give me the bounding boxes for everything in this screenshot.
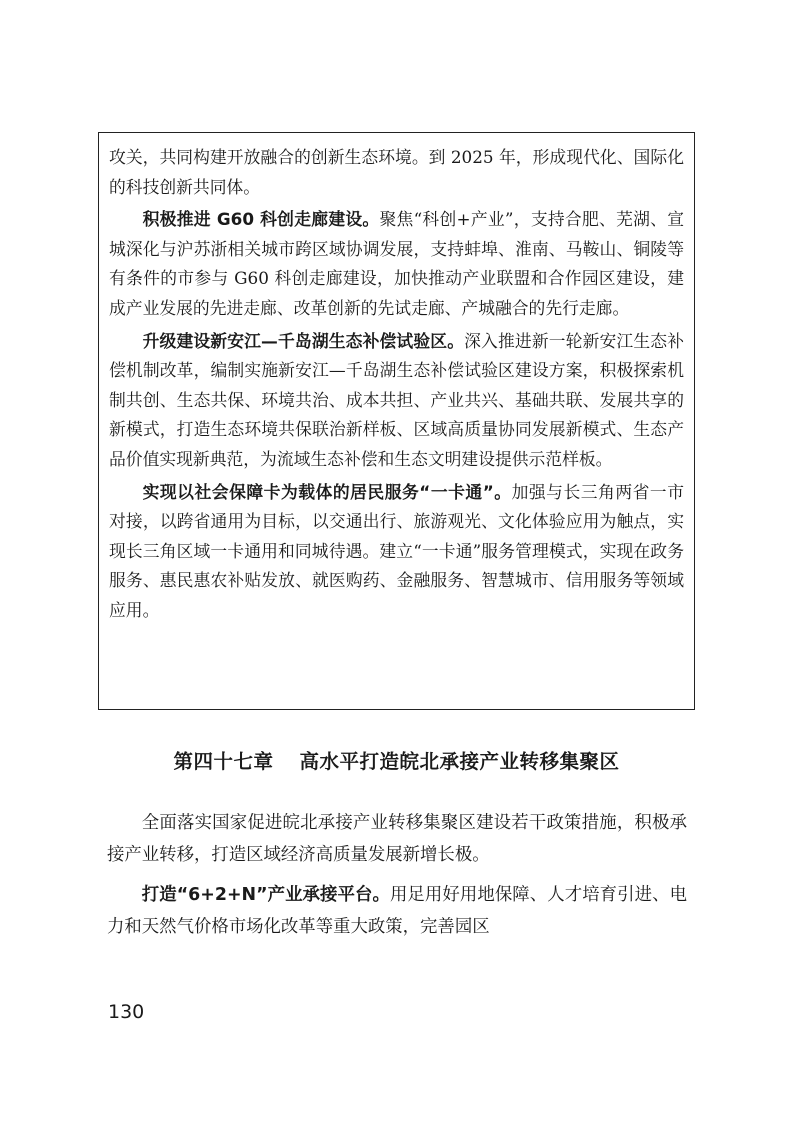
- box-paragraph-xinanjiang: [109, 327, 684, 475]
- body-paragraph-intro: [107, 808, 687, 871]
- paragraph-text: 全面落实国家促进皖北承接产业转移集聚区建设若干政策措施，积极承接产业转移，打造区域经济高质量发展新增长极。: [107, 813, 687, 865]
- paragraph-heading: 积极推进 G60 科创走廊建设。: [142, 209, 380, 230]
- page-number: 130: [108, 1001, 145, 1023]
- chapter-heading: [0, 748, 793, 776]
- paragraph-heading: 实现以社会保障卡为载体的居民服务“一卡通”。: [142, 481, 512, 502]
- box-paragraph-g60: [109, 205, 684, 323]
- paragraph-text: 用足用好用地保障、人才培育引进、电力和天然气价格市场化改革等重大政策，完善园区: [107, 885, 687, 937]
- body-paragraph-platform: [107, 880, 687, 943]
- box-paragraph-continuation: [109, 143, 684, 202]
- paragraph-heading: 打造“6+2+N”产业承接平台。: [141, 885, 390, 905]
- paragraph-text: 深入推进新一轮新安江生态补偿机制改革，编制实施新安江—千岛湖生态补偿试验区建设方案，积极探索机制共创、生态共保、环境共治、成本共担、产业共兴、基础共联、发展共享的新模式，打造生态环境共保联治新样板、区域高质量协同发展新模式、生态产品价值实现新典范，为流域生态补偿和生态文明建设提供示范样板。: [109, 330, 684, 469]
- chapter-number: 第四十七章: [173, 750, 274, 773]
- box-paragraph-one-card: [109, 478, 684, 626]
- paragraph-text: 聚焦“科创+产业”，支持合肥、芜湖、宣城深化与沪苏浙相关城市跨区域协调发展，支持蚌埠、淮南、马鞍山、铜陵等有条件的市参与 G60 科创走廊建设，加快推动产业联盟和合作园区建设，建成产业发展的先进走廊、改革创新的先试走廊、产城融合的先行走廊。: [109, 209, 684, 318]
- chapter-title: 高水平打造皖北承接产业转移集聚区: [299, 750, 620, 773]
- paragraph-text: 加强与长三角两省一市对接，以跨省通用为目标，以交通出行、旅游观光、文化体验应用为触点，实现长三角区域一卡通用和同城待遇。建立“一卡通”服务管理模式，实现在政务服务、惠民惠农补贴发放、就医购药、金融服务、智慧城市、信用服务等领域应用。: [109, 481, 684, 620]
- paragraph-text: 攻关，共同构建开放融合的创新生态环境。到 2025 年，形成现代化、国际化的科技创新共同体。: [109, 147, 684, 197]
- paragraph-heading: 升级建设新安江—千岛湖生态补偿试验区。: [142, 330, 465, 351]
- highlight-box: [98, 132, 695, 710]
- body-text: [107, 808, 687, 943]
